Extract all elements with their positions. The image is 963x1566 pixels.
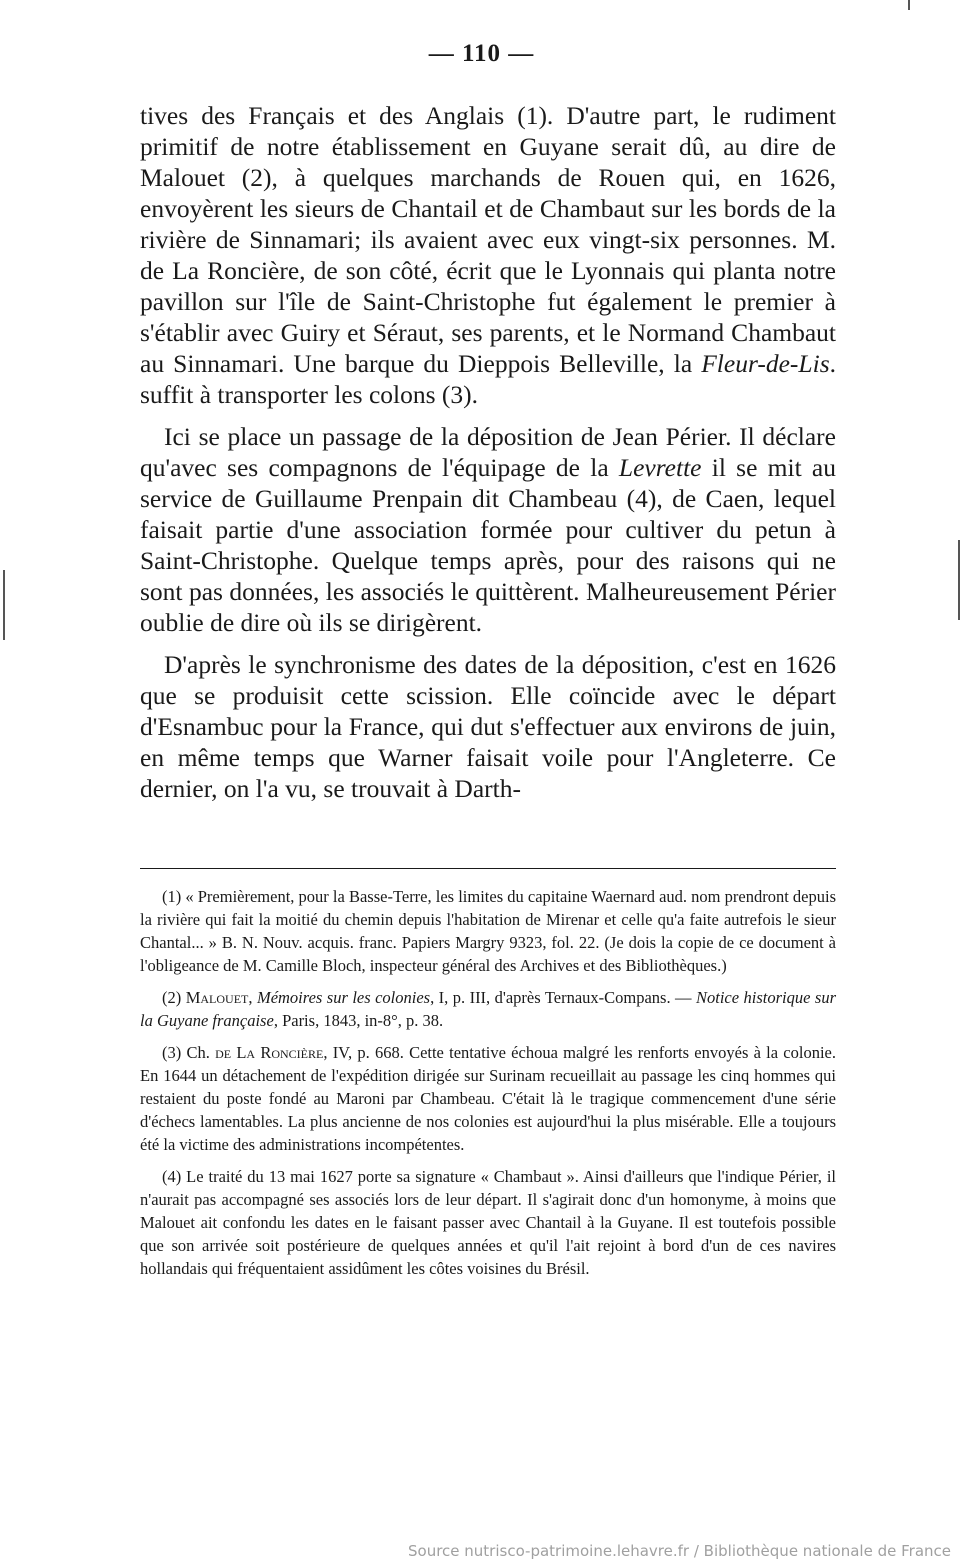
footnote-2-text-a: , I, p. III, d'après Ternaux-Compans. — — [430, 988, 696, 1007]
paragraph-3-text-a: D'après le synchronisme des dates de la déposition, c'est en 1626 que se produisit cette scission. Elle coïncide avec le départ d'Esnambuc pour la France, qui dut s'effectuer aux environs de juin, en même temps que Warner faisait voile pour l'Angleterre. Ce dernier, on l'a vu, se trouvait à Darth- — [140, 650, 836, 803]
paragraph-2 — [140, 421, 836, 638]
footnote-3-number: (3) Ch. — [162, 1043, 216, 1062]
footnote-3-author: de La Roncière — [215, 1043, 324, 1062]
footnote-divider — [140, 868, 836, 869]
footnote-3-text: , IV, p. 668. Cette tentative échoua malgré les renforts envoyés à la colonie. En 1644 un détachement de l'expédition dirigée sur Surinam recueillait au passage les cinq hommes qui restaient du poste fondé au Maroni par Chambeau. C'était là le tragique commencement d'une série d'échecs lamentables. La plus ancienne de nos colonies est aujourd'hui la plus misérable. Elle a toujours été la victime des administrations incompétentes. — [140, 1043, 836, 1154]
footnote-2-author: Malouet — [185, 988, 249, 1007]
footnote-4: (4) Le traité du 13 mai 1627 porte sa signature « Chambaut ». Ainsi d'ailleurs que l'indique Périer, il n'aurait pas accompagné ses associés lors de leur départ. Il s'agirait donc d'un homonyme, à moins que Malouet ait confondu les dates en le faisant passer avec Chantail à la Guyane. Il est toutefois possible que son arrivée soit postérieure de quelques années et qu'il l'ait rejoint à bord d'un de ces navires hollandais qui fréquentaient assidûment les côtes voisines du Brésil. — [140, 1167, 836, 1278]
footnote-2-text-b: , Paris, 1843, in-8°, p. 38. — [273, 1011, 444, 1030]
margin-mark-left — [3, 570, 5, 640]
paragraph-2-text-b: il se mit au service de Guillaume Prenpain dit Chambeau (4), de Caen, lequel faisait partie d'une association formée pour cultiver du petun à Saint-Christophe. Quelque temps après, pour des raisons qui ne sont pas données, les associés le quittèrent. Malheureusement Périer oublie de dire où ils se dirigèrent. — [140, 453, 836, 637]
source-attribution: Source nutrisco-patrimoine.lehavre.fr / Bibliothèque nationale de France — [408, 1542, 951, 1560]
footnote-2-title-b: Notice historique sur la Guyane française — [140, 988, 836, 1030]
footnote-2-number: (2) — [162, 988, 186, 1007]
paragraph-1-text-a: tives des Français et des Anglais (1). D'autre part, le rudiment primitif de notre établissement en Guyane serait dû, au dire de Malouet (2), à quelques marchands de Rouen qui, en 1626, envoyèrent les sieurs de Chantail et de Chambaut sur les bords de la rivière de Sinnamari; ils avaient avec eux vingt-six personnes. M. de La Roncière, de son côté, écrit que le Lyonnais qui planta notre pavillon sur l'île de Saint-Christophe fut également le premier à s'établir avec Guiry et Séraut, ses parents, et le Normand Chambaut au Sinnamari. Une barque du Dieppois Belleville, la — [140, 101, 836, 378]
paragraph-2-italic: Levrette — [618, 453, 702, 482]
paragraph-1-italic: Fleur-de-Lis — [701, 349, 830, 378]
margin-mark-right — [958, 540, 960, 620]
corner-mark — [908, 0, 910, 10]
footnote-1: (1) « Premièrement, pour la Basse-Terre, les limites du capitaine Waernard aud. nom prendront depuis la rivière qui fait la moitié du chemin depuis l'habitation de Mirenar et celle qu'a faite autrefois le sieur Chantal... » B. N. Nouv. acquis. franc. Papiers Margry 9323, fol. 22. (Je dois la copie de ce document à l'obligeance de M. Camille Bloch, inspecteur général des Archives et des Bibliothèques.) — [140, 887, 836, 975]
paragraph-1 — [140, 100, 836, 410]
footnotes — [140, 885, 836, 1289]
footnote-2 — [140, 986, 836, 1032]
paragraph-3 — [140, 649, 836, 804]
footnote-2-title-a: Mémoires sur les colonies — [256, 988, 431, 1007]
paragraph-2-text-a: Ici se place un passage de la déposition de Jean Périer. Il déclare qu'avec ses compagnons de l'équipage de la — [140, 422, 836, 482]
body-text — [140, 100, 836, 815]
footnote-2-sep: , — [248, 988, 257, 1007]
page-number: — 110 — — [428, 40, 535, 67]
paragraph-1-text-b: . suffit à transporter les colons (3). — [140, 349, 836, 409]
footnote-3 — [140, 1041, 836, 1156]
